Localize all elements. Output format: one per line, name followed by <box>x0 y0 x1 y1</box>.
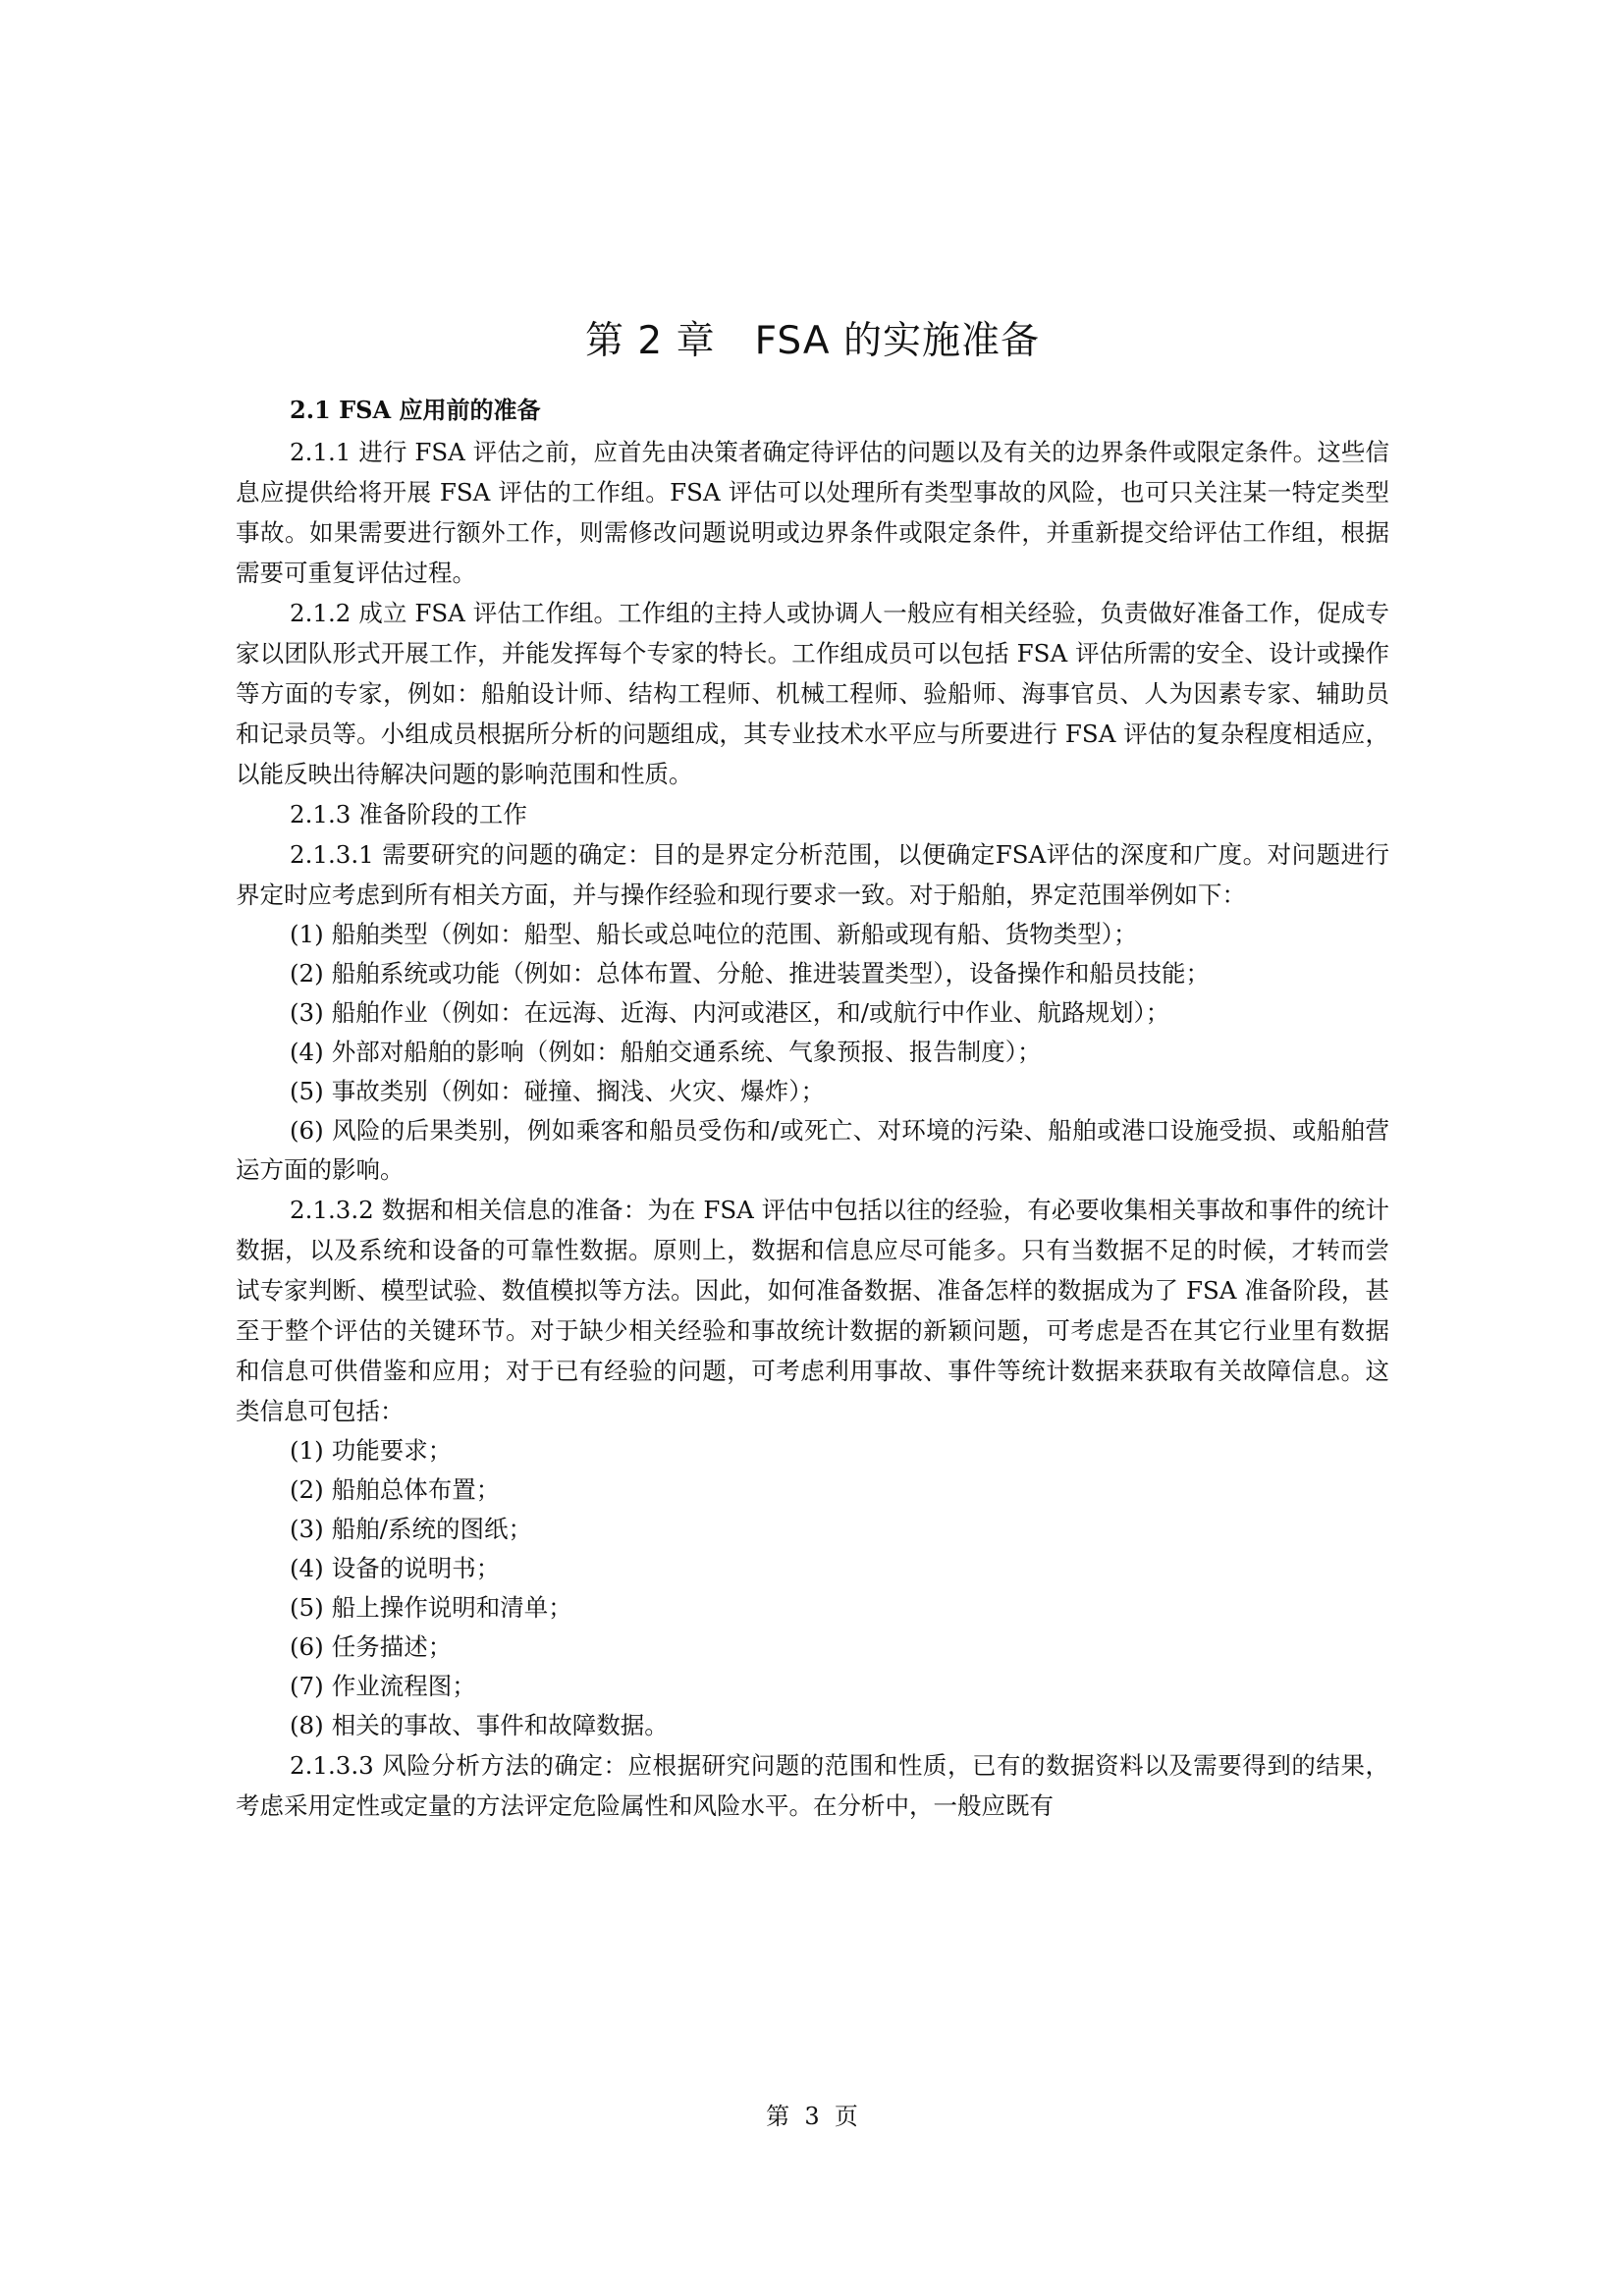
list-item <box>236 954 1389 993</box>
paragraph-number: 2.1.3.1 <box>290 840 374 869</box>
paragraph-number: 2.1.2 <box>290 599 352 627</box>
list-item-text: 任务描述； <box>331 1632 453 1661</box>
list-item <box>236 1431 1389 1470</box>
list-item-number: (2) <box>290 1475 324 1504</box>
paragraph-text: 准备阶段的工作 <box>358 800 527 828</box>
info-list <box>236 1431 1389 1745</box>
page-number: 第 3 页 <box>766 2103 858 2130</box>
list-item-text: 设备的说明书； <box>331 1554 501 1582</box>
list-item <box>236 1588 1389 1628</box>
list-item-number: (5) <box>290 1593 324 1622</box>
list-item <box>236 1033 1389 1072</box>
paragraph-2-1-1 <box>236 432 1389 593</box>
scope-list <box>236 915 1389 1190</box>
page-content <box>236 314 1389 1826</box>
paragraph-2-1-2 <box>236 593 1389 794</box>
list-item-text: 风险的后果类别，例如乘客和船员受伤和/或死亡、对环境的污染、船舶或港口设施受损、或船舶营运方面的影响。 <box>236 1116 1389 1184</box>
paragraph-2-1-3-3 <box>236 1745 1389 1826</box>
list-item-text: 相关的事故、事件和故障数据。 <box>331 1711 669 1739</box>
list-item <box>236 1628 1389 1667</box>
list-item-text: 船舶系统或功能（例如：总体布置、分舱、推进装置类型），设备操作和船员技能； <box>331 959 1210 988</box>
paragraph-number: 2.1.3 <box>290 800 352 828</box>
list-item-number: (3) <box>290 998 324 1027</box>
list-item-number: (3) <box>290 1515 324 1543</box>
list-item-number: (8) <box>290 1711 324 1739</box>
list-item <box>236 1667 1389 1706</box>
list-item <box>236 1706 1389 1745</box>
list-item-text: 事故类别（例如：碰撞、搁浅、火灾、爆炸）； <box>331 1077 825 1105</box>
paragraph-number: 2.1.3.2 <box>290 1196 374 1224</box>
paragraph-2-1-3-1 <box>236 834 1389 915</box>
list-item-text: 功能要求； <box>331 1436 453 1465</box>
list-item-number: (2) <box>290 959 324 988</box>
list-item <box>236 993 1389 1033</box>
list-item-number: (4) <box>290 1554 324 1582</box>
list-item-number: (1) <box>290 920 324 948</box>
chapter-title: 第 2 章 FSA 的实施准备 <box>585 319 1040 363</box>
list-item-number: (4) <box>290 1038 324 1066</box>
paragraph-2-1-3 <box>236 794 1389 834</box>
paragraph-number: 2.1.1 <box>290 438 352 466</box>
list-item-text: 船上操作说明和清单； <box>331 1593 572 1622</box>
list-item-number: (7) <box>290 1672 324 1700</box>
paragraph-text: 成立 FSA 评估工作组。工作组的主持人或协调人一般应有相关经验，负责做好准备工作，促成专家以团队形式开展工作，并能发挥每个专家的特长。工作组成员可以包括 FSA 评估所需的安全、设计或操作等方面的专家，例如：船舶设计师、结构工程师、机械工程师、验船师、海事官员、人为因素专家、辅助员和记录员等。小组成员根据所分析的问题组成，其专业技术水平应与所要进行 FSA 评估的复杂程度相适应，以能反映出待解决问题的影响范围和性质。 <box>236 599 1389 788</box>
list-item-text: 作业流程图； <box>331 1672 476 1700</box>
list-item-number: (1) <box>290 1436 324 1465</box>
list-item <box>236 1072 1389 1111</box>
paragraph-text: 风险分析方法的确定：应根据研究问题的范围和性质，已有的数据资料以及需要得到的结果，考虑采用定性或定量的方法评定危险属性和风险水平。在分析中，一般应既有 <box>236 1751 1389 1820</box>
list-item-number: (5) <box>290 1077 324 1105</box>
list-item-text: 船舶/系统的图纸； <box>331 1515 532 1543</box>
list-item <box>236 1470 1389 1510</box>
list-item <box>236 1510 1389 1549</box>
paragraph-number: 2.1.3.3 <box>290 1751 374 1780</box>
paragraph-text: 进行 FSA 评估之前，应首先由决策者确定待评估的问题以及有关的边界条件或限定条件。这些信息应提供给将开展 FSA 评估的工作组。FSA 评估可以处理所有类型事故的风险，也可只关注某一特定类型事故。如果需要进行额外工作，则需修改问题说明或边界条件或限定条件，并重新提交给评估工作组，根据需要可重复评估过程。 <box>236 438 1389 587</box>
list-item-text: 船舶作业（例如：在远海、近海、内河或港区，和/或航行中作业、航路规划）； <box>331 998 1170 1027</box>
list-item-text: 船舶总体布置； <box>331 1475 501 1504</box>
list-item <box>236 1111 1389 1190</box>
section-title: 2.1 FSA 应用前的准备 <box>290 396 541 424</box>
list-item-number: (6) <box>290 1632 324 1661</box>
list-item <box>236 1549 1389 1588</box>
paragraph-2-1-3-2 <box>236 1190 1389 1431</box>
list-item-text: 船舶类型（例如：船型、船长或总吨位的范围、新船或现有船、货物类型）； <box>331 920 1138 948</box>
list-item <box>236 915 1389 954</box>
paragraph-text: 数据和相关信息的准备：为在 FSA 评估中包括以往的经验，有必要收集相关事故和事件的统计数据，以及系统和设备的可靠性数据。原则上，数据和信息应尽可能多。只有当数据不足的时候，才转而尝试专家判断、模型试验、数值模拟等方法。因此，如何准备数据、准备怎样的数据成为了 FSA 准备阶段，甚至于整个评估的关键环节。对于缺少相关经验和事故统计数据的新颖问题，可考虑是否在其它行业里有数据和信息可供借鉴和应用；对于已有经验的问题，可考虑利用事故、事件等统计数据来获取有关故障信息。这类信息可包括： <box>236 1196 1389 1425</box>
paragraph-text: 需要研究的问题的确定：目的是界定分析范围，以便确定FSA评估的深度和广度。对问题进行界定时应考虑到所有相关方面，并与操作经验和现行要求一致。对于船舶，界定范围举例如下： <box>236 840 1389 909</box>
list-item-text: 外部对船舶的影响（例如：船舶交通系统、气象预报、报告制度）； <box>331 1038 1042 1066</box>
list-item-number: (6) <box>290 1116 324 1145</box>
